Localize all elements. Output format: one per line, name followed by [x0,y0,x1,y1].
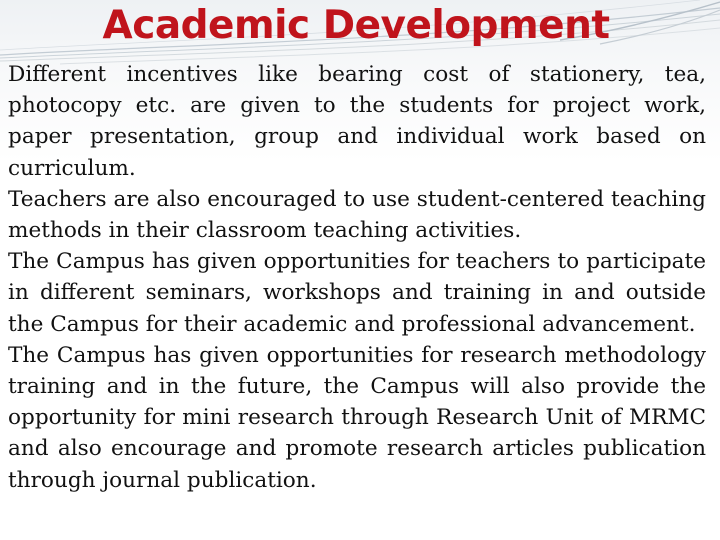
slide-body [8,59,706,496]
paragraph-student-incentives: Different incentives like bearing cost of stationery, tea, photocopy etc. are given to the students for project work, paper presentation, group and individual work based on curriculum. [8,62,706,181]
slide-title: Academic Development [102,3,610,48]
paragraph-research: The Campus has given opportunities for research methodology training and in the future, the Campus will also provide the opportunity for mini research through Research Unit of MRMC and also encourage and promote research articles publication through journal publication. [8,342,706,493]
paragraph-teacher-training: The Campus has given opportunities for teachers to participate in different seminars, workshops and training in and outside the Campus for their academic and professional advancement. [8,249,706,337]
paragraph-teaching-methods: Teachers are also encouraged to use student-centered teaching methods in their classroom teaching activities. [8,186,706,244]
